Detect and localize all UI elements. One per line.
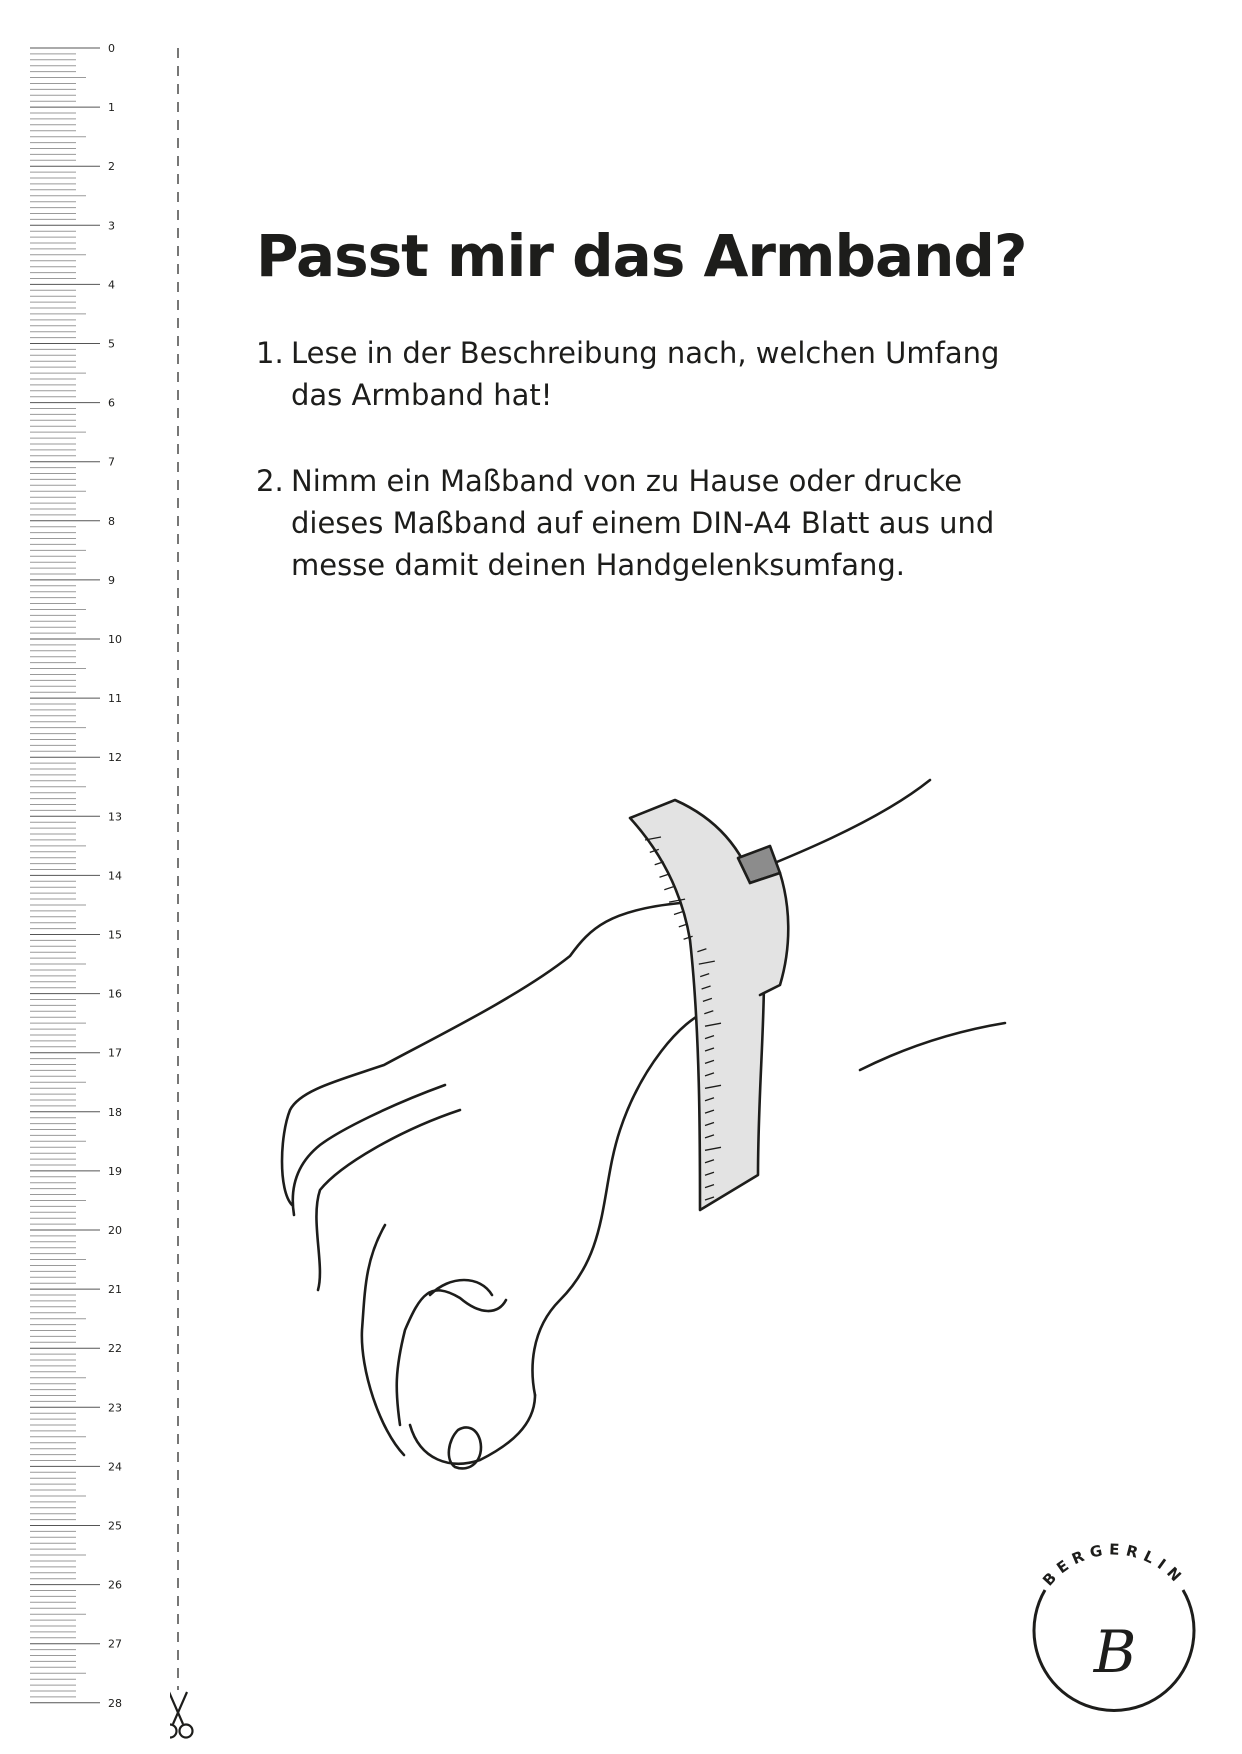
ruler-unit-label: 12 — [108, 751, 122, 765]
ruler-unit-label: 13 — [108, 810, 122, 824]
ruler-unit-label: 24 — [108, 1460, 122, 1474]
ruler-unit-label: 14 — [108, 869, 122, 883]
ruler-unit-label: 10 — [108, 633, 122, 646]
ruler-unit-label: 20 — [108, 1224, 122, 1237]
ruler-unit-label: 22 — [108, 1342, 122, 1356]
ruler-unit-label: 21 — [108, 1283, 122, 1297]
ruler-unit-label: 27 — [108, 1637, 122, 1651]
ruler-unit-label: 1 — [108, 101, 115, 115]
ruler-unit-label: 28 — [108, 1696, 122, 1710]
ruler-unit-label: 4 — [108, 278, 115, 292]
scissors-icon — [170, 1692, 193, 1738]
ruler-unit-label: 18 — [108, 1105, 122, 1119]
hand-measuring-wrist-icon — [280, 770, 1030, 1490]
ruler-unit-label: 0 — [108, 42, 115, 55]
measuring-ruler — [0, 0, 140, 1754]
logo-brand-text: BERGERLIN — [1039, 1540, 1189, 1590]
step-text-line: das Armband hat! — [291, 378, 553, 412]
ruler-unit-label: 3 — [108, 219, 115, 233]
step-text-line: Lese in der Beschreibung nach, welchen Umfang — [291, 336, 1000, 370]
ruler-unit-label: 11 — [108, 692, 122, 706]
tape-tick — [674, 912, 683, 915]
instruction-step-2 — [256, 460, 1156, 586]
ruler-unit-label: 6 — [108, 396, 115, 410]
ruler-unit-label: 26 — [108, 1578, 122, 1592]
ruler-unit-label: 7 — [108, 455, 115, 469]
step-text-line: dieses Maßband auf einem DIN-A4 Blatt aus und — [291, 506, 995, 540]
ruler-unit-label: 25 — [108, 1519, 122, 1533]
ruler-unit-label: 5 — [108, 337, 115, 351]
cut-line — [170, 0, 210, 1754]
step-text-line: Nimm ein Maßband von zu Hause oder drucke — [291, 464, 963, 498]
step-number: 2. — [256, 464, 284, 498]
ruler-unit-label: 23 — [108, 1401, 122, 1415]
ruler-unit-label: 15 — [108, 928, 122, 942]
step-text-line: messe damit deinen Handgelenksumfang. — [291, 548, 905, 582]
ruler-unit-label: 17 — [108, 1046, 122, 1060]
ruler-unit-label: 2 — [108, 160, 115, 174]
tape-tick — [660, 874, 669, 877]
ruler-unit-label: 19 — [108, 1164, 122, 1178]
svg-text:BERGERLIN — [1039, 1540, 1189, 1589]
ruler-unit-label: 8 — [108, 514, 115, 528]
step-number: 1. — [256, 336, 284, 370]
instruction-list — [256, 332, 1156, 630]
page-title: Passt mir das Armband? — [256, 222, 1027, 290]
instruction-step-1 — [256, 332, 1156, 416]
bergerlin-logo — [1015, 1520, 1215, 1730]
logo-monogram: B — [1093, 1618, 1137, 1686]
ruler-unit-label: 9 — [108, 573, 115, 587]
ruler-unit-label: 16 — [108, 987, 122, 1001]
tape-tick — [664, 887, 673, 890]
